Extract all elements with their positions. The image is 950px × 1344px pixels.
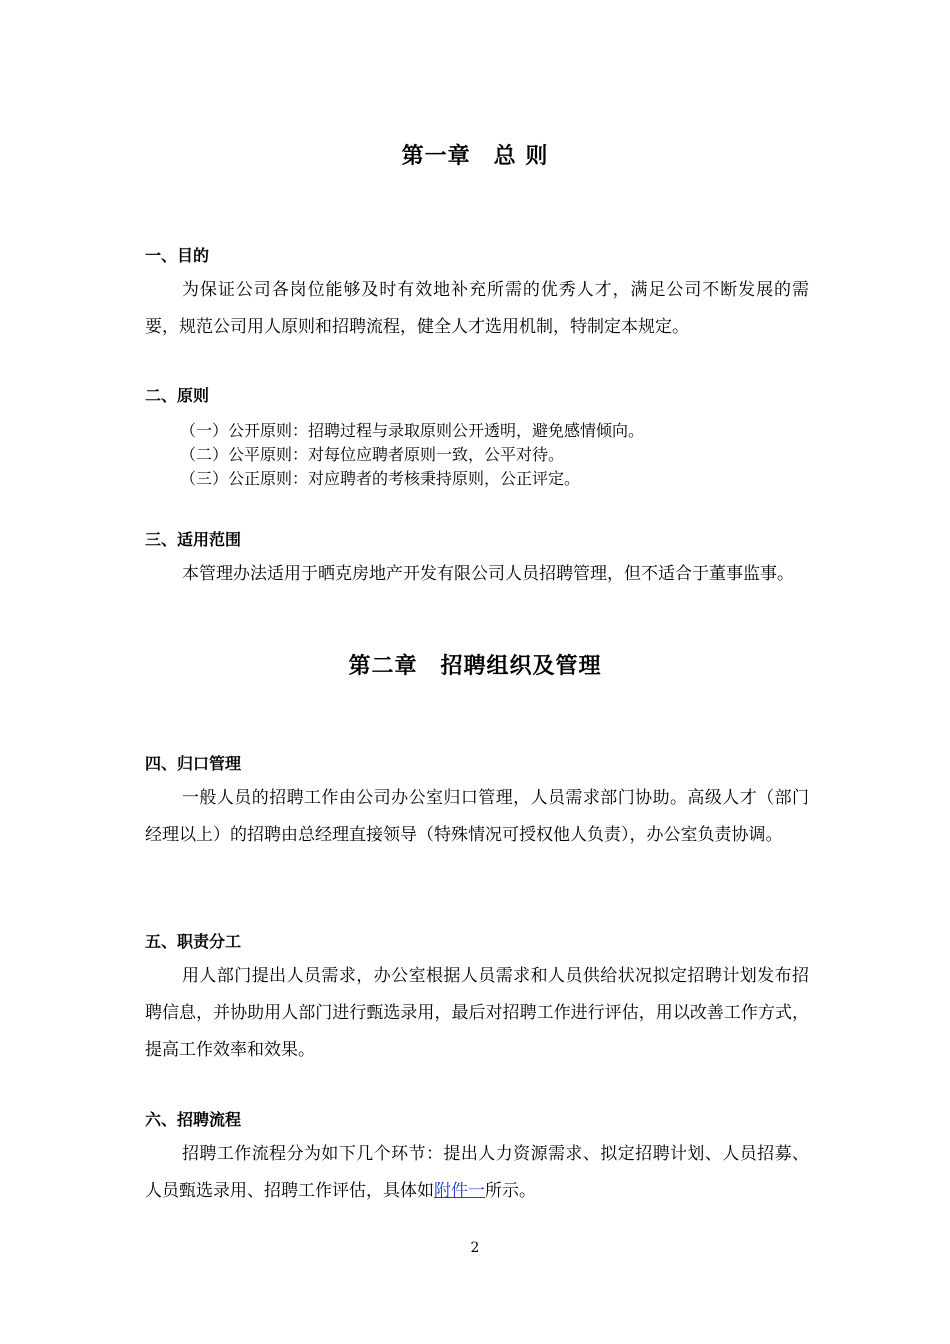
section-6-body xyxy=(145,1136,809,1210)
chapter-2-title: 第二章 招聘组织及管理 xyxy=(348,654,602,679)
section-4-body: 一般人员的招聘工作由公司办公室归口管理，人员需求部门协助。高级人才（部门经理以上）的招聘由总经理直接领导（特殊情况可授权他人负责），办公室负责协调。 xyxy=(145,788,809,845)
page-number: 2 xyxy=(470,1240,480,1256)
chapter-1-title: 第一章 总 则 xyxy=(401,144,549,169)
section-6-body-suffix: 所示。 xyxy=(485,1181,536,1201)
section-3-heading: 三、适用范围 xyxy=(145,530,242,549)
section-5-heading: 五、职责分工 xyxy=(145,932,242,951)
section-1-heading: 一、目的 xyxy=(145,246,210,265)
section-6-heading: 六、招聘流程 xyxy=(145,1110,242,1129)
section-4-heading: 四、归口管理 xyxy=(145,754,242,773)
attachment-1-link[interactable]: 附件一 xyxy=(434,1181,485,1201)
principle-item-1: （一）公开原则：招聘过程与录取原则公开透明，避免感情倾向。 xyxy=(180,421,645,440)
section-6-body-text: 招聘工作流程分为如下几个环节：提出人力资源需求、拟定招聘计划、人员招募、人员甄选录用、招聘工作评估，具体如 xyxy=(145,1144,809,1201)
principle-item-2: （二）公平原则：对每位应聘者原则一致，公平对待。 xyxy=(180,445,565,464)
section-1-body: 为保证公司各岗位能够及时有效地补充所需的优秀人才，满足公司不断发展的需要，规范公司用人原则和招聘流程，健全人才选用机制，特制定本规定。 xyxy=(145,280,809,337)
section-3-body: 本管理办法适用于晒克房地产开发有限公司人员招聘管理，但不适合于董事监事。 xyxy=(182,564,794,584)
principle-item-3: （三）公正原则：对应聘者的考核秉持原则，公正评定。 xyxy=(180,469,581,488)
section-2-heading: 二、原则 xyxy=(145,386,210,405)
section-5-body: 用人部门提出人员需求，办公室根据人员需求和人员供给状况拟定招聘计划发布招聘信息，并协助用人部门进行甄选录用，最后对招聘工作进行评估，用以改善工作方式，提高工作效率和效果。 xyxy=(145,966,809,1060)
